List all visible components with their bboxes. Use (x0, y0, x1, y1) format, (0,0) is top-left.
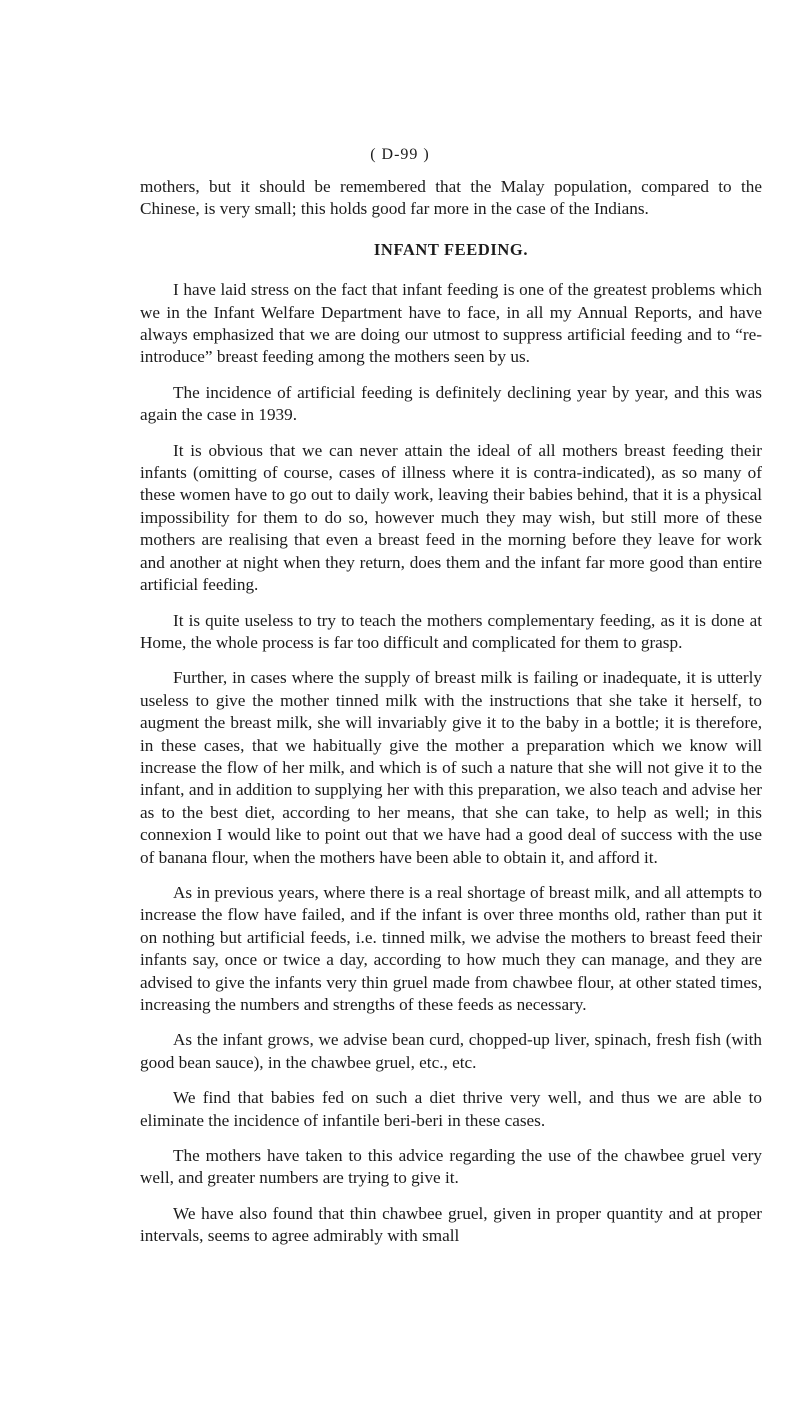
body-text (140, 176, 762, 1261)
section-heading: INFANT FEEDING. (373, 239, 529, 259)
paragraph-10: We have also found that thin chawbee gruel, given in proper quantity and at proper intervals, seems to agree admirably with small (140, 1203, 762, 1246)
paragraph-1: I have laid stress on the fact that infant feeding is one of the greatest problems which we in the Infant Welfare Department have to face, in all my Annual Reports, and have always emphasized that we are doing our utmost to suppress artificial feeding and to “re-introduce” breast feeding among the mothers seen by us. (140, 280, 762, 367)
paragraph-7: As the infant grows, we advise bean curd, chopped-up liver, spinach, fresh fish (with good bean sauce), in the chawbee gruel, etc., etc. (140, 1030, 762, 1072)
paragraph-2: The incidence of artificial feeding is definitely declining year by year, and this was again the case in 1939. (140, 382, 762, 425)
paragraph-8: We find that babies fed on such a diet thrive very well, and thus we are able to eliminate the incidence of infantile beri-beri in these cases. (140, 1088, 762, 1130)
paragraph-4: It is quite useless to try to teach the mothers complementary feeding, as it is done at Home, the whole process is far too difficult and complicated for them to grasp. (140, 610, 762, 652)
paragraph-9: The mothers have taken to this advice regarding the use of the chawbee gruel very well, and greater numbers are trying to give it. (140, 1146, 762, 1188)
opening-paragraph: mothers, but it should be remembered that the Malay population, compared to the Chinese, is very small; this holds good far more in the case of the Indians. (140, 177, 762, 219)
paragraph-5: Further, in cases where the supply of breast milk is failing or inadequate, it is utterly useless to give the mother tinned milk with the instructions that she take it herself, to augment the breast milk, she will invariably give it to the baby in a bottle; it is therefore, in these cases, that we habitually give the mother a preparation which we know will increase the flow of her milk, and which is of such a nature that she will not give it to the infant, and in addition to supplying her with this preparation, we also teach and advise her as to the best diet, according to her means, that she can take, to help as well; in this connexion I would like to point out that we have had a good deal of success with the use of banana flour, when the mothers have been able to obtain it, and afford it. (140, 668, 762, 867)
paragraph-3: It is obvious that we can never attain the ideal of all mothers breast feeding their infants (omitting of course, cases of illness where it is contra-indicated), as so many of these women have to go out to daily work, leaving their babies behind, that it is a physical impossibility for them to do so, however much they may wish, but still more of these mothers are realising that even a breast feed in the morning before they leave for work and another at night when they return, does them and the infant far more good than entire artificial feeding. (140, 440, 762, 595)
paragraph-6: As in previous years, where there is a real shortage of breast milk, and all attempts to increase the flow have failed, and if the infant is over three months old, rather than put it on nothing but artificial feeds, i.e. tinned milk, we advise the mothers to breast feed their infants say, once or twice a day, according to how much they can manage, and they are advised to give the infants very thin gruel made from chawbee flour, at other stated times, increasing the numbers and strengths of these feeds as necessary. (140, 882, 762, 1014)
page-number: ( D-99 ) (370, 146, 430, 163)
